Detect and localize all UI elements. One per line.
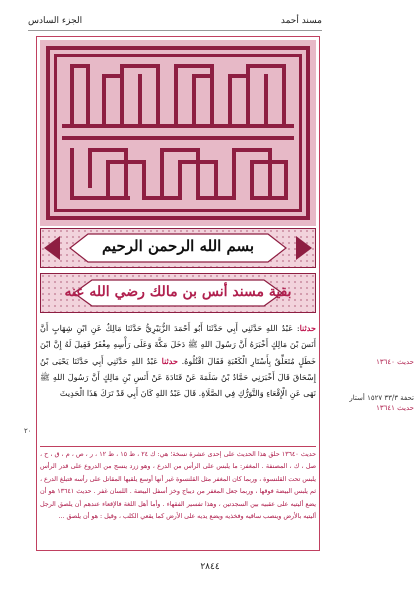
- footnote-text: حديث ١٣٦٤٠ حلق هذا الحديث على إحدى عشرة نسخة؛ هي: ك ٢٤ ، ظ ١٥ ، ظ ١٢ ، ر ، ص ، م ، ق ، ح ، صل ، ك ، المصنفة . المغفر: ما يلبس على الرأس من الدرع ، وهو زرد ينسج من الدروع على قدر الرأس يلبس تحت القلنسوة ، وربما كان المغفر مثل القلنسوة غير أنها أوسع يلقيها المقاتل على رأسه فتبلغ الدرع ، ثم يلبس البيضة فوقها ، وربما جعل المغفر من ديباج وخز أسفل البيضة . اللسان غفر . حديث ١٣٦٤١ هو أن يضع أليتيه على عقبيه بين السجدتين ، وهذا تفسير الفقهاء . وأما أهل اللغة فالإقعاء عندهم أن يلصق الرجل أليتيه بالأرض وينصب ساقيه وفخذيه ويضع يديه على الأرض كما يقعي الكلب ، وقيل : هو أن يلصق ...: [40, 451, 317, 521]
- book-title: مسند أحمد: [280, 16, 322, 26]
- basmala-text: بسم الله الرحمن الرحيم: [101, 237, 255, 255]
- basmala-band: [40, 228, 316, 268]
- running-header: [28, 16, 322, 30]
- kufic-pattern: [40, 40, 316, 226]
- line-number: ٢٠: [24, 427, 32, 435]
- volume-label: الجزء السادس: [28, 16, 83, 26]
- footnote-rule: [40, 446, 316, 447]
- hadith-body-1: : عَبْدُ اللهِ حَدَّثَنِي أَبِي حَدَّثَنَا أَبُو أَحْمَدَ الزُّبَيْرِيُّ حَدَّثَنَا مَالِكٌ عَنِ ابْنِ شِهَابٍ أَنَّ أَنَسَ بْنَ مَالِكٍ أَخْبَرَهُ أَنَّ رَسُولَ اللهِ ﷺ دَخَلَ مَكَّةَ وَعَلَى رَأْسِهِ مِغْفَرٌ فَقِيلَ لَهُ إِنَّ ابْنَ خَطَلٍ مُتَعَلِّقٌ بِأَسْتَارِ الْكَعْبَةِ فَقَالَ اقْتُلُوهُ.: [40, 323, 317, 366]
- footnotes: [40, 449, 316, 523]
- hadith-opening-word-2: حدثنا: [161, 355, 179, 366]
- margin-ref-hadith-13640: حديث ١٣٦٤٠: [376, 358, 414, 366]
- header-rule: [28, 30, 322, 31]
- kufic-calligraphy-panel: [40, 40, 316, 226]
- hadith-opening-word: حدثنا: [299, 323, 316, 333]
- section-title: بقية مسند أنس بن مالك رضي الله عنه: [64, 284, 292, 300]
- page-number: ٢٨٤٤: [200, 562, 220, 572]
- hadith-body-2: عَبْدُ اللهِ حَدَّثَنِي أَبِي حَدَّثَنَا يَحْيَى بْنُ إِسْحَاقَ قَالَ أَخْبَرَنِي حَمَّادُ بْنُ سَلَمَةَ عَنْ قَتَادَةَ عَنْ أَنَسِ بْنِ مَالِكٍ أَنَّ رَسُولَ اللهِ ﷺ نَهَى عَنِ الْإِقْعَاءِ وَالتَّوَرُّكِ فِي الصَّلَاةِ. قَالَ عَبْدُ اللهِ كَانَ أَبِي قَدْ تَرَكَ هَذَا الْحَدِيثَ: [40, 355, 316, 399]
- hadith-paragraph: [40, 320, 316, 401]
- margin-ref-hadith-13641: حديث ١٣٦٤١: [376, 404, 414, 412]
- margin-ref-tuhfa: تحفة ٣٣/٣ ١٥٢٧ أستار: [349, 394, 414, 402]
- section-title-band: [40, 273, 316, 313]
- hadith-text: [40, 320, 316, 401]
